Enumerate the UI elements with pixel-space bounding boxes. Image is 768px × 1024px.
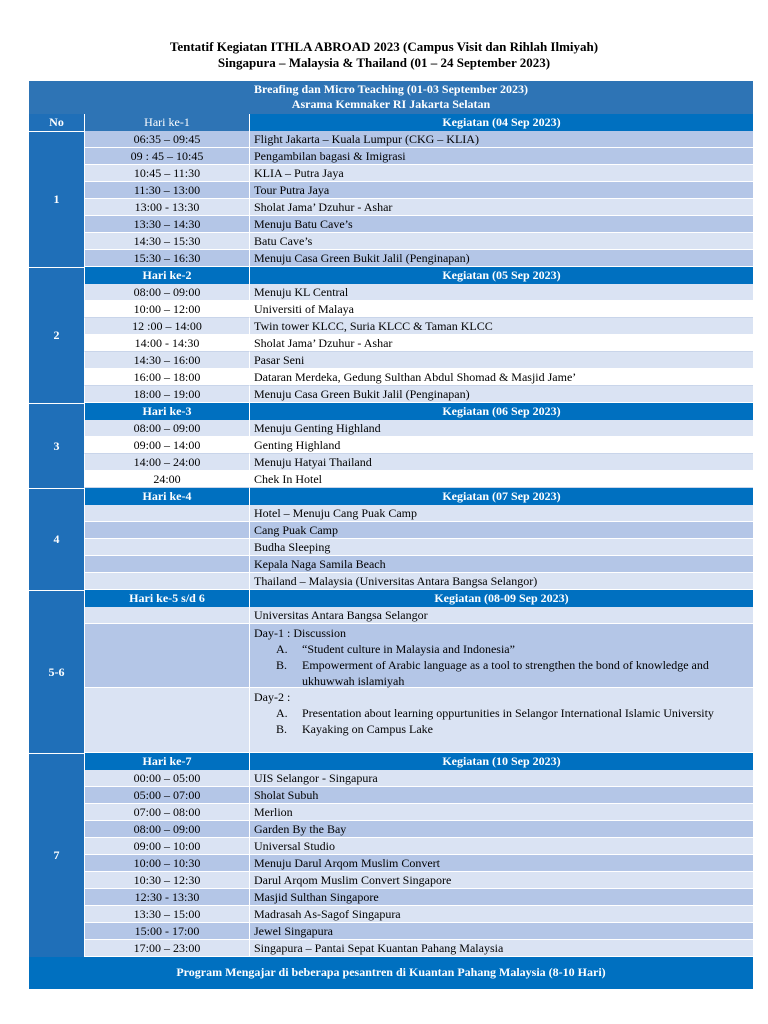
list-item (254, 721, 747, 737)
activity-cell: Sholat Jama’ Dzuhur - Ashar (249, 199, 753, 216)
time-cell: 15:00 - 17:00 (84, 923, 249, 940)
document-title: Tentatif Kegiatan ITHLA ABROAD 2023 (Campus Visit dan Rihlah Ilmiyah) (169, 39, 599, 54)
time-cell: 00:00 – 05:00 (84, 770, 249, 787)
table-row (84, 688, 753, 753)
header-hari: Hari ke-1 (84, 114, 249, 131)
table-row (84, 787, 753, 804)
table-row (84, 165, 753, 182)
time-cell: 06:35 – 09:45 (84, 131, 249, 148)
day-number: 1 (29, 131, 84, 267)
activity-cell: Masjid Sulthan Singapore (249, 889, 753, 906)
day-number: 5-6 (29, 590, 84, 753)
table-row (84, 940, 753, 957)
activity-cell: Menuju Casa Green Bukit Jalil (Penginapan) (249, 250, 753, 267)
schedule-table (29, 81, 753, 989)
table-header (29, 114, 753, 131)
list-letter: A. (276, 706, 288, 720)
activity-cell: Pengambilan bagasi & Imigrasi (249, 148, 753, 165)
table-row (84, 284, 753, 301)
banner-line-1: Breafing dan Micro Teaching (01-03 September 2023) (254, 82, 528, 96)
time-cell: 09:00 – 10:00 (84, 838, 249, 855)
activity-cell: Thailand – Malaysia (Universitas Antara Bangsa Selangor) (249, 573, 753, 590)
time-cell: 05:00 – 07:00 (84, 787, 249, 804)
table-row (84, 335, 753, 352)
activity-cell: Cang Puak Camp (249, 522, 753, 539)
time-cell (84, 505, 249, 522)
table-row (84, 607, 753, 624)
activity-cell (249, 624, 753, 688)
activity-cell: Jewel Singapura (249, 923, 753, 940)
day-kegiatan-label: Kegiatan (10 Sep 2023) (249, 753, 753, 770)
activity-cell: Pasar Seni (249, 352, 753, 369)
activity-cell: Madrasah As-Sagof Singapura (249, 906, 753, 923)
table-row (84, 369, 753, 386)
table-row (84, 923, 753, 940)
time-cell: 13:30 – 14:30 (84, 216, 249, 233)
day-4-group (29, 488, 753, 590)
day-label: Hari ke-7 (84, 753, 249, 770)
table-row (84, 148, 753, 165)
time-cell (84, 556, 249, 573)
time-cell: 14:30 – 15:30 (84, 233, 249, 250)
program-footer: Program Mengajar di beberapa pesantren di Kuantan Pahang Malaysia (8-10 Hari) (29, 957, 753, 989)
activity-cell: Menuju Batu Cave’s (249, 216, 753, 233)
time-cell (84, 539, 249, 556)
day-number: 4 (29, 488, 84, 590)
activity-cell: Menuju KL Central (249, 284, 753, 301)
activity-cell: Batu Cave’s (249, 233, 753, 250)
activity-cell: Tour Putra Jaya (249, 182, 753, 199)
list-letter: B. (276, 722, 288, 736)
table-row (84, 216, 753, 233)
table-row (84, 318, 753, 335)
day-kegiatan-label: Kegiatan (05 Sep 2023) (249, 267, 753, 284)
time-cell: 24:00 (84, 471, 249, 488)
day-2-group (29, 267, 753, 403)
table-row (84, 573, 753, 590)
activity-cell: Twin tower KLCC, Suria KLCC & Taman KLCC (249, 318, 753, 335)
day-1-title: Day-1 : Discussion (254, 626, 346, 640)
time-cell: 09 : 45 – 10:45 (84, 148, 249, 165)
table-row (84, 838, 753, 855)
table-row (84, 906, 753, 923)
table-row (84, 454, 753, 471)
day-number: 2 (29, 267, 84, 403)
time-cell: 12:30 - 13:30 (84, 889, 249, 906)
day-label: Hari ke-5 s/d 6 (84, 590, 249, 607)
table-row (84, 539, 753, 556)
document-subtitle: Singapura – Malaysia & Thailand (01 – 24 September 2023) (217, 55, 551, 70)
table-row (84, 804, 753, 821)
day-5-6-group (29, 590, 753, 753)
activity-cell: Menuju Casa Green Bukit Jalil (Penginapan) (249, 386, 753, 403)
activity-cell: Sholat Subuh (249, 787, 753, 804)
list-letter: B. (276, 658, 288, 672)
activity-cell: Universitas Antara Bangsa Selangor (249, 607, 753, 624)
activity-cell: UIS Selangor - Singapura (249, 770, 753, 787)
day-kegiatan-label: Kegiatan (06 Sep 2023) (249, 403, 753, 420)
list-item (254, 657, 747, 689)
time-cell (84, 522, 249, 539)
time-cell: 10:00 – 10:30 (84, 855, 249, 872)
activity-cell: Universiti of Malaya (249, 301, 753, 318)
table-row (84, 855, 753, 872)
time-cell: 10:00 – 12:00 (84, 301, 249, 318)
banner-line-2: Asrama Kemnaker RI Jakarta Selatan (291, 97, 491, 111)
activity-cell: Universal Studio (249, 838, 753, 855)
list-text: Presentation about learning oppurtunities in Selangor International Islamic University (302, 706, 714, 720)
time-cell: 16:00 – 18:00 (84, 369, 249, 386)
day-number: 7 (29, 753, 84, 957)
time-cell: 14:00 – 24:00 (84, 454, 249, 471)
table-row (84, 889, 753, 906)
activity-cell: Menuju Hatyai Thailand (249, 454, 753, 471)
time-cell: 15:30 – 16:30 (84, 250, 249, 267)
table-row (84, 182, 753, 199)
day-1-group (29, 131, 753, 267)
day-header (84, 267, 753, 284)
briefing-banner (29, 81, 753, 114)
time-cell: 08:00 – 09:00 (84, 420, 249, 437)
activity-cell: Budha Sleeping (249, 539, 753, 556)
activity-cell: Menuju Genting Highland (249, 420, 753, 437)
activity-cell: Darul Arqom Muslim Convert Singapore (249, 872, 753, 889)
day-label: Hari ke-2 (84, 267, 249, 284)
time-cell: 09:00 – 14:00 (84, 437, 249, 454)
table-row (84, 471, 753, 488)
day-7-group (29, 753, 753, 957)
time-cell (84, 624, 249, 688)
table-row (84, 522, 753, 539)
time-cell: 07:00 – 08:00 (84, 804, 249, 821)
time-cell: 10:45 – 11:30 (84, 165, 249, 182)
activity-cell: Dataran Merdeka, Gedung Sulthan Abdul Shomad & Masjid Jame’ (249, 369, 753, 386)
activity-cell: Flight Jakarta – Kuala Lumpur (CKG – KLIA) (249, 131, 753, 148)
day-header (84, 403, 753, 420)
list-item (254, 705, 747, 721)
activity-cell: Merlion (249, 804, 753, 821)
day-header (84, 590, 753, 607)
table-row (84, 505, 753, 522)
day-number: 3 (29, 403, 84, 488)
time-cell: 13:00 - 13:30 (84, 199, 249, 216)
activity-cell: Sholat Jama’ Dzuhur - Ashar (249, 335, 753, 352)
table-row (84, 556, 753, 573)
time-cell: 10:30 – 12:30 (84, 872, 249, 889)
list-text: “Student culture in Malaysia and Indonesia” (302, 642, 515, 656)
table-row (84, 386, 753, 403)
table-row (84, 233, 753, 250)
table-row (84, 420, 753, 437)
header-kegiatan: Kegiatan (04 Sep 2023) (249, 114, 753, 131)
table-row (84, 437, 753, 454)
table-row (84, 352, 753, 369)
day-kegiatan-label: Kegiatan (07 Sep 2023) (249, 488, 753, 505)
time-cell (84, 688, 249, 753)
activity-cell: Genting Highland (249, 437, 753, 454)
activity-cell (249, 688, 753, 753)
activity-cell: Menuju Darul Arqom Muslim Convert (249, 855, 753, 872)
table-row (84, 131, 753, 148)
time-cell: 14:30 – 16:00 (84, 352, 249, 369)
day-header (84, 488, 753, 505)
time-cell (84, 607, 249, 624)
table-row (84, 250, 753, 267)
time-cell: 13:30 – 15:00 (84, 906, 249, 923)
activity-cell: Hotel – Menuju Cang Puak Camp (249, 505, 753, 522)
table-row (84, 301, 753, 318)
table-row (84, 872, 753, 889)
activity-cell: Chek In Hotel (249, 471, 753, 488)
list-letter: A. (276, 642, 288, 656)
day-label: Hari ke-3 (84, 403, 249, 420)
day-3-group (29, 403, 753, 488)
table-row (84, 624, 753, 688)
table-row (84, 821, 753, 838)
time-cell: 11:30 – 13:00 (84, 182, 249, 199)
table-row (84, 199, 753, 216)
time-cell (84, 573, 249, 590)
day-header (84, 753, 753, 770)
list-text: Empowerment of Arabic language as a tool to strengthen the bond of knowledge and ukhuwwah islamiyah (302, 658, 709, 688)
table-row (84, 770, 753, 787)
activity-cell: KLIA – Putra Jaya (249, 165, 753, 182)
time-cell: 12 :00 – 14:00 (84, 318, 249, 335)
time-cell: 08:00 – 09:00 (84, 284, 249, 301)
time-cell: 14:00 - 14:30 (84, 335, 249, 352)
day-kegiatan-label: Kegiatan (08-09 Sep 2023) (249, 590, 753, 607)
header-no: No (29, 114, 84, 131)
day-label: Hari ke-4 (84, 488, 249, 505)
activity-cell: Kepala Naga Samila Beach (249, 556, 753, 573)
list-item (254, 641, 747, 657)
activity-cell: Singapura – Pantai Sepat Kuantan Pahang Malaysia (249, 940, 753, 957)
activity-cell: Garden By the Bay (249, 821, 753, 838)
list-text: Kayaking on Campus Lake (302, 722, 433, 736)
time-cell: 17:00 – 23:00 (84, 940, 249, 957)
day-2-title: Day-2 : (254, 690, 291, 704)
time-cell: 18:00 – 19:00 (84, 386, 249, 403)
time-cell: 08:00 – 09:00 (84, 821, 249, 838)
